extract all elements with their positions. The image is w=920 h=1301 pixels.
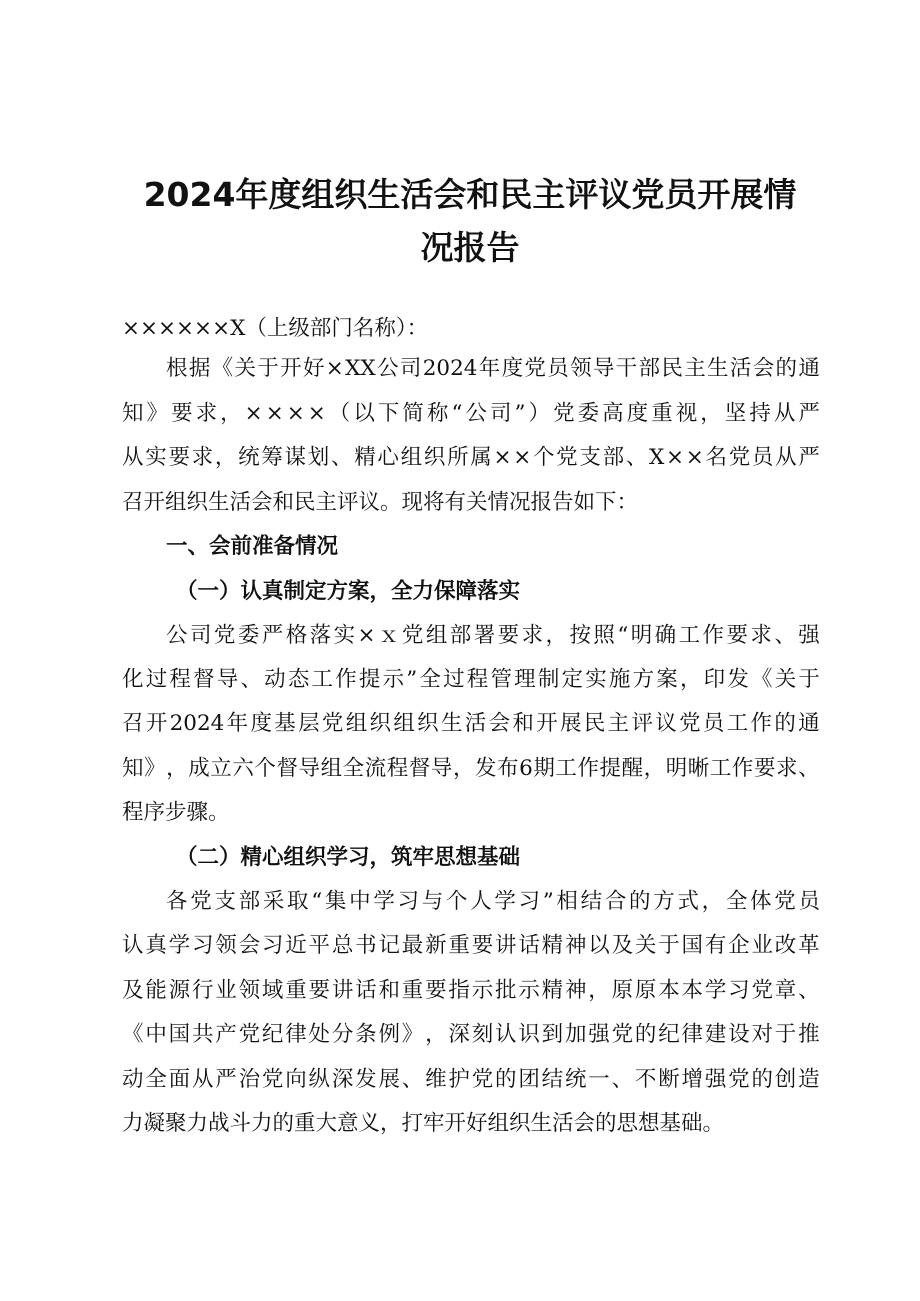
document-title-line-1: 2024年度组织生活会和民主评议党员开展情 [143, 175, 797, 214]
intro-line-1: 根 据 《 关 于 开 好 × XX 公 司 2024 年 度 党 员 领 导 干 部 民 主 生 活 会 的 通 [166, 356, 820, 381]
sub1-line-3: 召 开 2024 年 度 基 层 党 组 织 组 织 生 活 会 和 开 展 民 主 评 议 党 员 工 作 的 通 [122, 711, 820, 736]
sub1-line-2: 化 过 程 督 导 、 动 态 工 作 提 示 ” 全 过 程 管 理 制 定 实 施 方 案 ， 印 发 《 关 于 [122, 667, 820, 692]
intro-line-2: 知 》 要 求 ， × × × × （ 以 下 简 称 “ 公 司 ” ） 党 委 高 度 重 视 ， 坚 持 从 严 [122, 401, 820, 426]
sub2-line-3: 及 能 源 行 业 领 域 重 要 讲 话 和 重 要 指 示 批 示 精 神 ， 原 原 本 本 学 习 党 章 、 [122, 978, 820, 1003]
sub2-line-6: 力凝聚力战斗力的重大意义，打牢开好组织生活会的思想基础。 [122, 1111, 725, 1136]
subsection-1-heading: （一）认真制定方案，全力保障落实 [176, 579, 521, 604]
sub2-line-1: 各 党 支 部 采 取 “ 集 中 学 习 与 个 人 学 习 ” 相 结 合 的 方 式 ， 全 体 党 员 [166, 889, 820, 914]
document-title-line-2: 况报告 [420, 228, 520, 267]
sub2-line-2: 认 真 学 习 领 会 习 近 平 总 书 记 最 新 重 要 讲 话 精 神 以 及 关 于 国 有 企 业 改 革 [122, 933, 820, 958]
salutation: ××××××X（上级部门名称）： [122, 316, 429, 341]
section-1-heading: 一、会前准备情况 [166, 534, 339, 559]
intro-line-3: 从 实 要 求 ， 统 筹 谋 划 、 精 心 组 织 所 属 × × 个 党 支 部 、 X × × 名 党 员 从 严 [122, 445, 820, 470]
sub1-line-4: 知 》 ， 成 立 六 个 督 导 组 全 流 程 督 导 ， 发 布 6 期 工 作 提 醒 ， 明 晰 工 作 要 求 、 [122, 756, 820, 781]
sub1-line-5: 程序步骤。 [122, 800, 230, 825]
intro-line-4: 召开组织生活会和民主评议。现将有关情况报告如下： [122, 490, 639, 515]
subsection-2-heading: （二）精心组织学习，筑牢思想基础 [176, 845, 521, 870]
sub2-line-4: 《 中 国 共 产 党 纪 律 处 分 条 例 》 ， 深 刻 认 识 到 加 强 党 的 纪 律 建 设 对 于 推 [122, 1022, 820, 1047]
sub2-line-5: 动 全 面 从 严 治 党 向 纵 深 发 展 、 维 护 党 的 团 结 统 一 、 不 断 增 强 党 的 创 造 [122, 1067, 820, 1092]
sub1-line-1: 公 司 党 委 严 格 落 实 × ｘ 党 组 部 署 要 求 ， 按 照 “ 明 确 工 作 要 求 、 强 [166, 623, 820, 648]
